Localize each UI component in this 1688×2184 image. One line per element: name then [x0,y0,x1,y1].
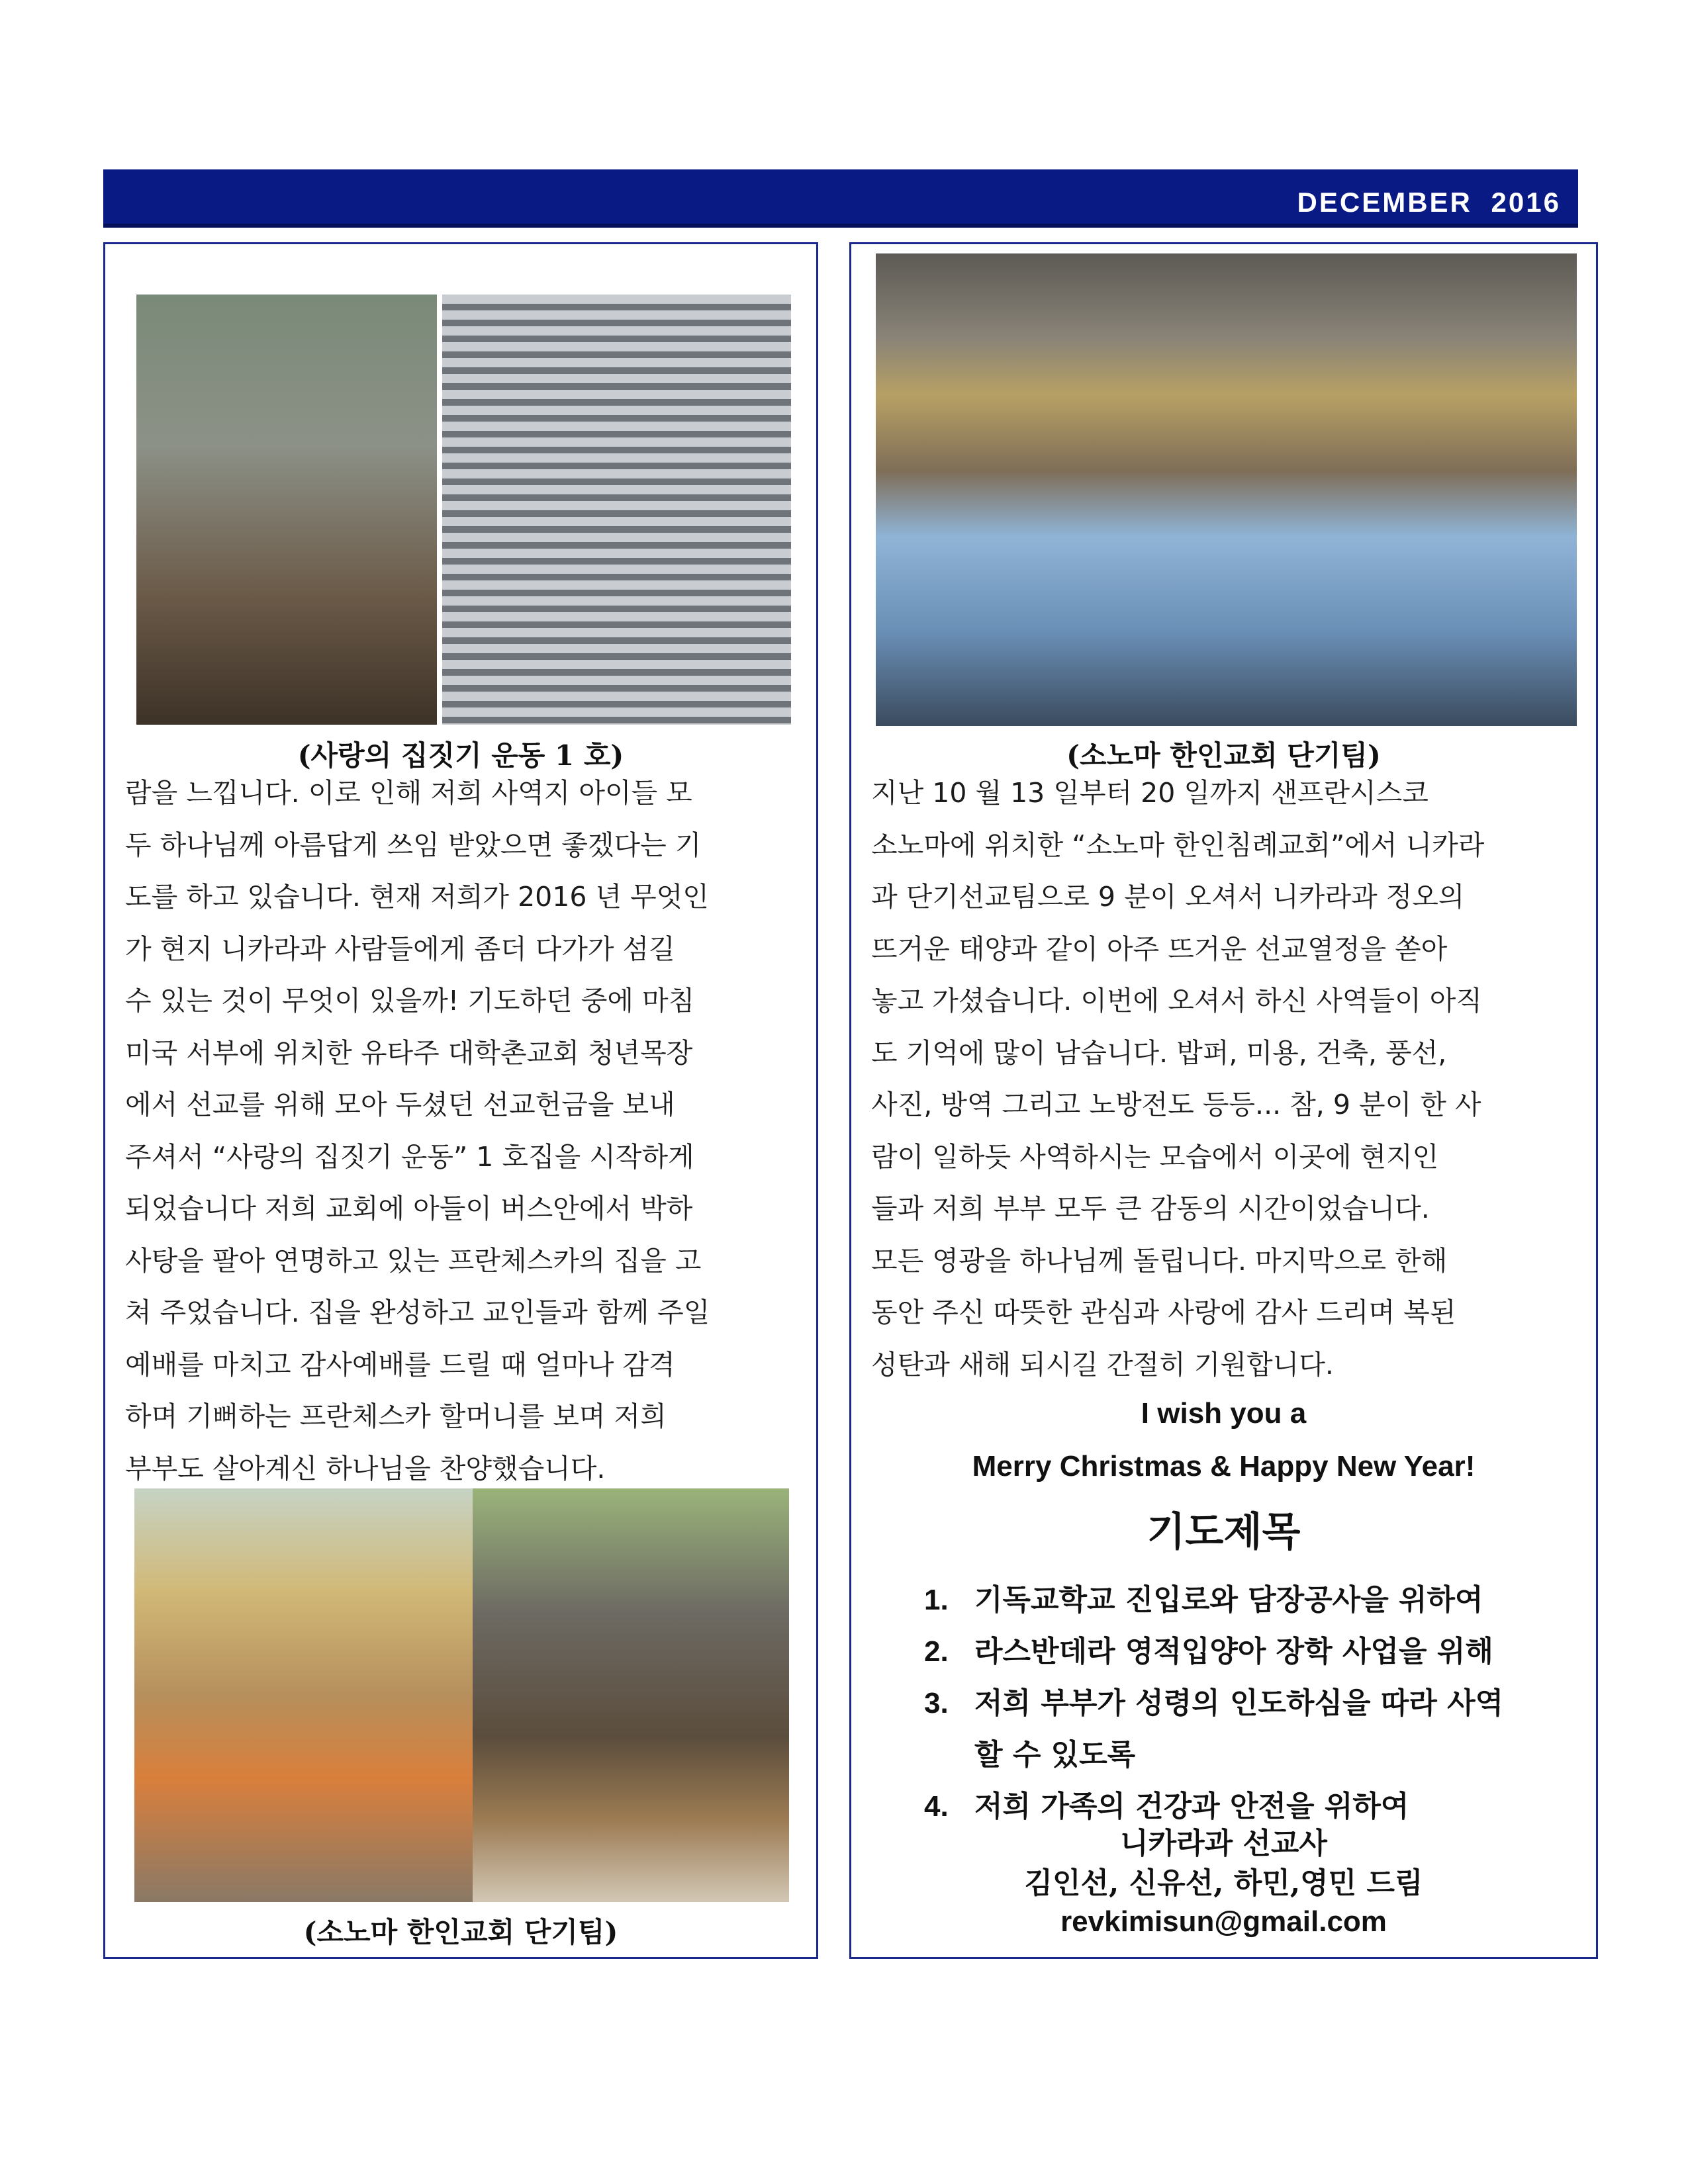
text-line: 부부도 살아계신 하나님을 찬양했습니다. [125,1452,606,1484]
text-line: 동안 주신 따뜻한 관심과 사랑에 감사 드리며 복된 [871,1297,1456,1328]
house-building-photo-1 [136,295,437,725]
text-line: 도 기억에 많이 남습니다. 밥퍼, 미용, 건축, 풍선, [871,1036,1447,1069]
prayer-text: 저희 부부가 성령의 인도하심을 따라 사역 [974,1686,1504,1720]
prayer-number: 1. [924,1584,949,1616]
prayer-item [924,1626,1503,1678]
text-line: 하며 기뻐하는 프란체스카 할머니를 보며 저희 [125,1400,667,1432]
right-body-text [871,767,1484,1390]
prayer-item [924,1678,1503,1781]
text-line: 놓고 가셨습니다. 이번에 오셔서 하신 사역들이 아직 [871,985,1482,1017]
text-line: 수 있는 것이 무엇이 있을까! 기도하던 중에 마침 [125,985,695,1017]
left-body-text [125,767,710,1494]
issue-date: DECEMBER 2016 [1297,187,1561,218]
wish-line-1: I wish you a [1141,1397,1307,1430]
text-line: 과 단기선교팀으로 9 분이 오셔서 니카라과 정오의 [871,881,1465,913]
right-panel [849,242,1598,1959]
contact-email: revkimisun@gmail.com [1060,1905,1387,1938]
carpentry-photo [473,1488,789,1902]
text-line: 도를 하고 있습니다. 현재 저희가 2016 년 무엇인 [125,881,709,913]
photo-caption-top: (사랑의 집짓기 운동 1 호) [297,739,624,772]
text-line: 에서 선교를 위해 모아 두셨던 선교헌금을 보내 [125,1089,675,1120]
text-line: 모든 영광을 하나님께 돌립니다. 마지막으로 한해 [871,1244,1448,1277]
header-bar [103,169,1578,228]
photo-caption-bottom: (소노마 한인교회 단기팀) [303,1916,618,1948]
prayer-text: 저희 가족의 건강과 안전을 위하여 [974,1790,1409,1823]
text-line: 성탄과 새해 되시길 간절히 기원합니다. [871,1348,1334,1381]
text-line: 사탕을 팔아 연명하고 있는 프란체스카의 집을 고 [125,1244,702,1277]
text-line: 쳐 주었습니다. 집을 완성하고 교인들과 함께 주일 [125,1297,710,1328]
text-line: 사진, 방역 그리고 노방전도 등등... 참, 9 분이 한 사 [871,1089,1481,1120]
church-worship-photo [876,253,1577,726]
wish-line-2: Merry Christmas & Happy New Year! [972,1450,1476,1482]
text-line: 람을 느낍니다. 이로 인해 저희 사역지 아이들 모 [125,777,692,809]
prayer-text: 할 수 있도록 [974,1738,1136,1772]
text-line: 들과 저희 부부 모두 큰 감동의 시간이었습니다. [871,1193,1430,1224]
text-line: 미국 서부에 위치한 유타주 대학촌교회 청년목장 [125,1036,693,1069]
text-line: 람이 일하듯 사역하시는 모습에서 이곳에 현지인 [871,1140,1439,1173]
text-line: 지난 10 월 13 일부터 20 일까지 샌프란시스코 [871,777,1429,809]
house-building-photo-2 [442,295,791,725]
prayer-list [924,1574,1503,1833]
signature-names: 김인선, 신유선, 하민,영민 드림 [1024,1866,1423,1900]
prayer-text: 기독교학교 진입로와 담장공사을 위하여 [974,1583,1483,1617]
cooking-photo [134,1488,473,1902]
prayer-item [924,1574,1503,1626]
text-line: 소노마에 위치한 “소노마 한인침례교회”에서 니카라 [871,829,1485,861]
signature-title: 니카라과 선교사 [1120,1827,1327,1860]
prayer-text: 라스반데라 영적입양아 장학 사업을 위해 [974,1635,1493,1668]
text-line: 예배를 마치고 감사예배를 드릴 때 얼마나 감격 [125,1348,675,1381]
prayer-number: 3. [924,1687,949,1719]
prayer-number: 4. [924,1790,949,1823]
text-line: 가 현지 니카라과 사람들에게 좀더 다가가 섬길 [125,933,675,965]
text-line: 두 하나님께 아름답게 쓰임 받았으면 좋겠다는 기 [125,829,702,861]
left-panel [103,242,818,1959]
prayer-title: 기도제목 [1147,1509,1301,1555]
photo-caption-right: (소노마 한인교회 단기팀) [1066,739,1381,772]
prayer-number: 2. [924,1635,949,1668]
text-line: 뜨거운 태양과 같이 아주 뜨거운 선교열정을 쏟아 [871,933,1448,965]
text-line: 되었습니다 저희 교회에 아들이 버스안에서 박하 [125,1193,693,1224]
text-line: 주셔서 “사랑의 집짓기 운동” 1 호집을 시작하게 [125,1140,694,1173]
